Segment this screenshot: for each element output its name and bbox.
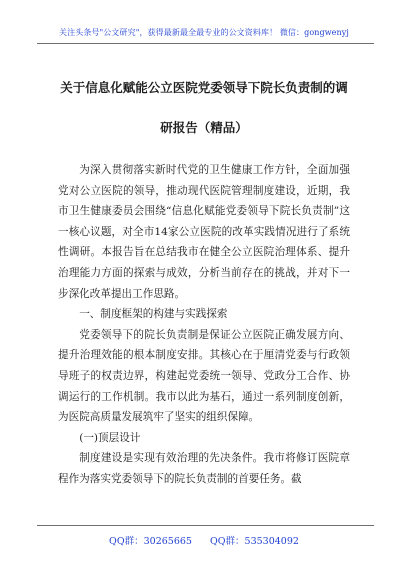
footer-qq-group-2: QQ群：535304092	[209, 536, 299, 547]
footer-divider	[37, 525, 374, 526]
section-heading-1: 一、制度框架的构建与实践探索	[79, 308, 228, 321]
subsection-heading-1: (一)顶层设计	[79, 431, 141, 444]
paragraph-intro: 为深入贯彻落实新时代党的卫生健康工作方针，全面加强党对公立医院的领导，推动现代医院管理制度建设，近期，我市卫生健康委员会围绕“信息化赋能党委领导下院长负责制”这一核心议题，对全市14家公立医院的改革实践情况进行了系统性调研。本报告旨在总结我市在健全公立医院治理体系、提升治理能力方面的探索与成效，分析当前存在的挑战，并对下一步深化改革提出工作思路。	[58, 164, 350, 300]
paragraph-top-design: 制度建设是实现有效治理的先决条件。我市将修订医院章程作为落实党委领导下的院长负责制的首要任务。截	[58, 452, 350, 485]
header-divider	[37, 43, 374, 44]
header-banner: 关注头条号"公文研究"，获得最新最全最专业的公文资料库！ 微信：gongwenyj	[59, 28, 349, 37]
footer-qq-group-1: QQ群：30265665	[109, 536, 192, 547]
document-body	[58, 160, 350, 490]
document-title: 关于信息化赋能公立医院党委领导下院长负责制的调研报告（精品）	[60, 80, 348, 135]
footer	[0, 533, 408, 547]
paragraph-framework: 党委领导下的院长负责制是保证公立医院正确发展方向、提升治理效能的根本制度安排。其核心在于厘清党委与行政领导班子的权责边界，构建起党委统一领导、党政分工合作、协调运行的工作机制。我市以此为基石，通过一系列制度创新，为医院高质量发展筑牢了坚实的组织保障。	[58, 328, 350, 424]
